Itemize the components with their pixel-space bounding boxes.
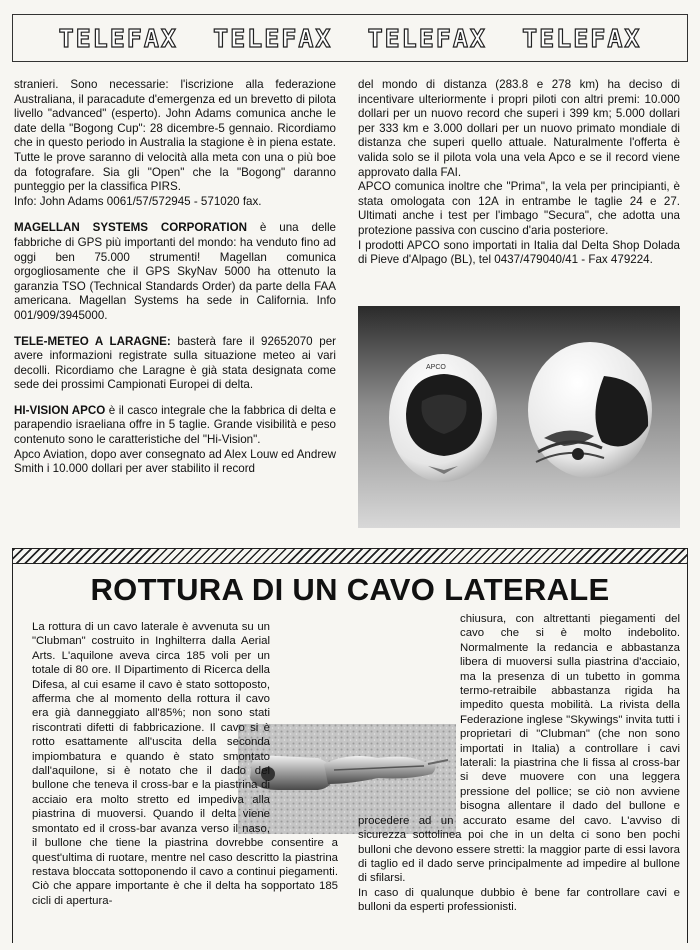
bogong-info: Info: John Adams 0061/57/572945 - 571020 fax. xyxy=(14,194,262,208)
telemeteo-heading: TELE-METEO A LARAGNE: xyxy=(14,334,171,348)
hivision-paragraph xyxy=(14,404,336,448)
apco-prizes-paragraph: del mondo di distanza (283.8 e 278 km) ha deciso di incentivare ulteriormente i propri piloti con altri premi: 10.000 dollari per un nuovo record che superi i 399 km; 5.000 dollari per 333 km e 3.000 dollari per un nuovo primato mondiale di distanza che superi quello attuale. Naturalmente l'offerta è valida solo se il pilota vola una vela Apco e se il record viene approvato dalla FAI. xyxy=(358,78,680,179)
article-column-left xyxy=(32,620,338,908)
news-column-left xyxy=(14,78,336,477)
photo-wrap-space xyxy=(270,706,338,822)
hivision-heading: HI-VISION APCO xyxy=(14,403,106,417)
article-column-right xyxy=(358,612,680,915)
telemeteo-paragraph xyxy=(14,335,336,393)
article-title: ROTTURA DI UN CAVO LATERALE xyxy=(90,572,610,607)
helmets-image xyxy=(358,306,680,528)
article-left-text: La rottura di un cavo laterale è avvenuta su un "Clubman" costruito in Inghilterra dalla Aerial Arts. L'aquilone aveva circa 185 voli per un totale di 80 ore. Il Dipartimento di Ricerca della Difesa, al cui esame il cavo è stato sottoposto, afferma che al momento della rottura il cavo era già danneggiato all'85%; non sono stati riscontrati difetti di fabbricazione. Il cavo si è rotto esattamente all'uscita della seconda impiombatura e quando è stato smontato dall'aquilone, si è notato che il dado del bullone che teneva il cross-bar e la piastrina di acciaio era molto stretto ed impediva alla piastrina di muoversi. Quando il delta viene smontato ed il cross-bar avanza verso il naso, il bullone che tiene la piastrina dovrebbe consentire a quest'ultima di ruotare, mentre nel caso descritto la piastrina restava bloccata sottoponendo il cavo a continui piegamenti. Ciò che appare importante è che il delta ha sopportato 185 cicli di apertura- xyxy=(32,621,338,907)
banner-word: TELEFAX xyxy=(367,23,487,53)
magellan-paragraph xyxy=(14,221,336,323)
magellan-text: è una delle fabbriche di GPS più importanti del mondo: ha venduto fino ad oggi ben 75.000 strumenti! Magellan comunica orgogliosamente che il GPS SkyNav 5000 ha ottenuto la garanzia TSO (Technical Standards Order) da parte della FAA americana. Magellan Systems ha sede in California. Info 001/909/3945000. xyxy=(14,221,336,322)
helmets-photo xyxy=(358,306,680,528)
apco-prima-paragraph: APCO comunica inoltre che "Prima", la vela per principianti, è stata omologata con 12A in entrambe le taglie 24 e 27. Ultimati anche i test per l'imbago "Secura", che adotta una protezione passiva con cuscino d'aria posteriore. xyxy=(358,180,680,237)
banner-word: TELEFAX xyxy=(522,23,642,53)
banner-word: TELEFAX xyxy=(213,23,333,53)
apco-importer-paragraph: I prodotti APCO sono importati in Italia dal Delta Shop Dolada di Pieve d'Alpago (BL), tel 0437/479040/41 - Fax 479224. xyxy=(358,238,680,267)
article-right-closing: In caso di qualunque dubbio è bene far controllare cavi e bulloni da esperti professionisti. xyxy=(358,886,680,914)
bogong-paragraph: stranieri. Sono necessarie: l'iscrizione alla federazione Australiana, il paracadute d'emergenza ed un brevetto di pilota livello "advanced" (esperto). John Adams comunica anche le date della "Bogong Cup": 28 dicembre-5 gennaio. Ricordiamo che in questo periodo in Australia la stagione è in piena estate. Tutte le prove saranno di velocità alla meta con una o più boe da fotografare. Sia gli "Open" che la "Bogong" daranno punteggio per la classifica PIRS. xyxy=(14,78,336,194)
article-right-text: chiusura, con altrettanti piegamenti del cavo che si è molto indebolito. Normalmente la redancia e abbastanza libera di muoversi sulla piastrina d'acciaio, ma la presenza di un tubetto in gomma termo-retraibile abbastanza rigida ha impedito questa mobilità. La rivista della Federazione inglese "Skywings" invita tutti i proprietari di "Clubman" (che non sono importati in Italia) a controllare i cavi laterali: la piastrina che li fissa al cross-bar si deve muovere con una leggera pressione del pollice; se ciò non avviene bisogna allentare il dado del bullone e procedere ad un accurato esame del cavo. L'avviso di sicurezza sottolinea poi che in un delta ci sono ben pochi bulloni che devono essere stretti: la maggior parte di essi lavora di taglio ed il dado serve principalmente ad impedire al bullone di sfilarsi. xyxy=(358,613,680,885)
telemeteo-text: basterà fare il 92652070 per avere informazioni registrate sulla situazione meteo ai vari decolli. Ricordiamo che Laragne è già stata designata come sede dei prossimi Campionati Europei di delta. xyxy=(14,334,336,392)
banner-word: TELEFAX xyxy=(58,23,178,53)
photo-wrap-space xyxy=(358,684,460,810)
telefax-banner xyxy=(12,14,688,62)
apco-record-paragraph: Apco Aviation, dopo aver consegnato ad Alex Louw ed Andrew Smith i 10.000 dollari per aver stabilito il record xyxy=(14,447,336,476)
news-column-right xyxy=(358,78,680,268)
helmet-logo: APCO xyxy=(426,364,446,371)
hivision-text: è il casco integrale che la fabbrica di delta e parapendio israeliana offre in 5 taglie. Grande visibilità e peso contenuto sono le caratteristiche del "Hi-Vision". xyxy=(14,403,336,447)
section-divider xyxy=(12,548,688,564)
magellan-heading: MAGELLAN SYSTEMS CORPORATION xyxy=(14,221,247,235)
